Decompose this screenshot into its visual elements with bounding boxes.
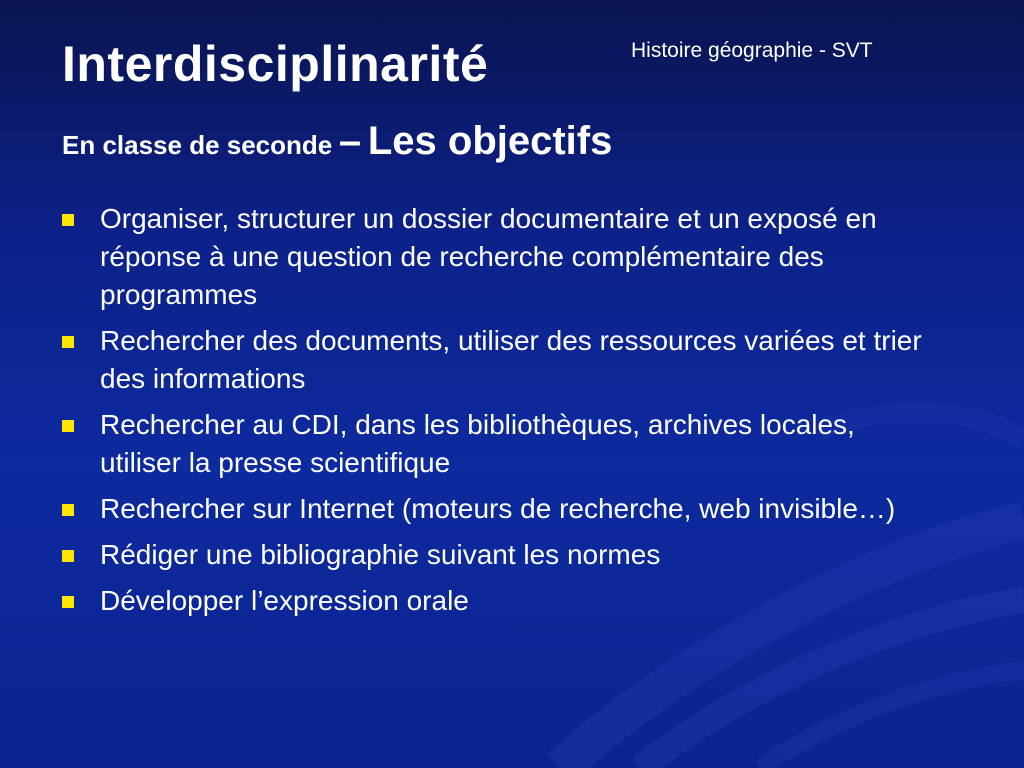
subtitle-dash: – [338, 119, 362, 163]
list-item [62, 490, 922, 528]
subtitle-objectives: Les objectifs [367, 119, 613, 163]
list-item [62, 582, 922, 620]
square-bullet-icon [62, 550, 74, 562]
list-item [62, 536, 922, 574]
list-item [62, 322, 922, 398]
square-bullet-icon [62, 596, 74, 608]
list-item [62, 406, 922, 482]
list-item-text: Rechercher au CDI, dans les bibliothèques, archives locales, utiliser la presse scientifique [100, 409, 855, 478]
list-item-text: Rechercher des documents, utiliser des ressources variées et trier des informations [100, 325, 922, 394]
slide-subtitle [62, 116, 612, 172]
list-item [62, 200, 922, 314]
subtitle-class-level: En classe de seconde [62, 130, 333, 160]
square-bullet-icon [62, 336, 74, 348]
square-bullet-icon [62, 504, 74, 516]
slide-title: Interdisciplinarité [62, 36, 489, 92]
list-item-text: Développer l’expression orale [100, 585, 469, 616]
list-item-text: Organiser, structurer un dossier documentaire et un exposé en réponse à une question de recherche complémentaire des programmes [100, 203, 877, 310]
list-item-text: Rédiger une bibliographie suivant les normes [100, 539, 661, 570]
course-label: Histoire géographie - SVT [631, 39, 873, 62]
square-bullet-icon [62, 214, 74, 226]
square-bullet-icon [62, 420, 74, 432]
objectives-list [62, 200, 922, 628]
list-item-text: Rechercher sur Internet (moteurs de recherche, web invisible…) [100, 493, 896, 524]
